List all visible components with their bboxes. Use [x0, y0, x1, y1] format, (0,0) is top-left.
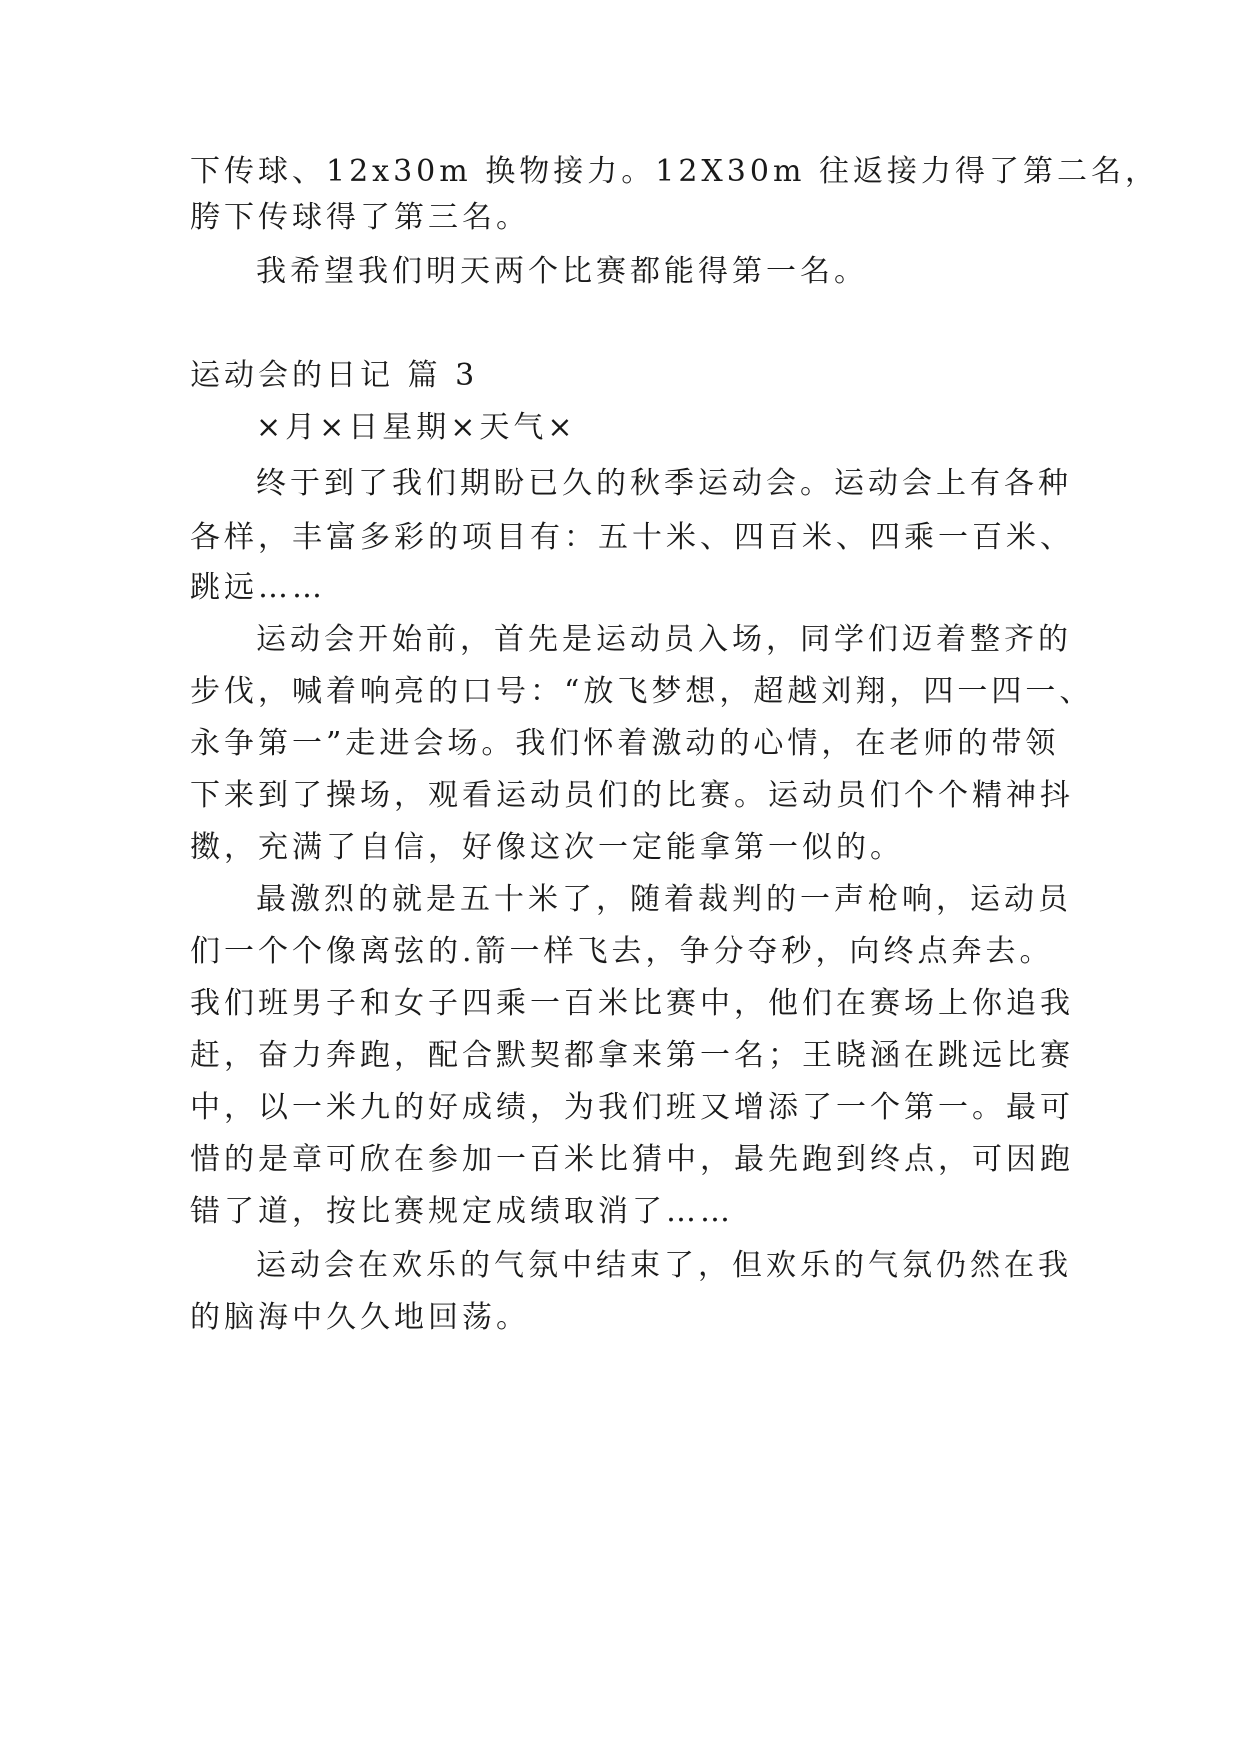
paragraph-first-line: 我希望我们明天两个比赛都能得第一名。 — [256, 254, 868, 289]
section-heading: 运动会的日记 篇 3 — [190, 358, 479, 393]
paragraph-first-line: 终于到了我们期盼已久的秋季运动会。运动会上有各种 — [256, 466, 1072, 501]
body-text-line: 错了道，按比赛规定成绩取消了…… — [190, 1194, 734, 1229]
body-text-line: 跳远…… — [190, 570, 326, 605]
body-text-line: 们一个个像离弦的.箭一样飞去，争分夺秒，向终点奔去。 — [190, 934, 1054, 969]
body-text-line: 永争第一”走进会场。我们怀着激动的心情，在老师的带领 — [190, 726, 1060, 761]
body-text-line: 胯下传球得了第三名。 — [190, 200, 530, 235]
body-text-line: 的脑海中久久地回荡。 — [190, 1300, 530, 1335]
body-text-line: 赶，奋力奔跑，配合默契都拿来第一名；王晓涵在跳远比赛 — [190, 1038, 1074, 1073]
date-weather-line: ×月×日星期×天气× — [256, 410, 577, 445]
paragraph-first-line: 最激烈的就是五十米了，随着裁判的一声枪响，运动员 — [256, 882, 1072, 917]
body-text-line: 惜的是章可欣在参加一百米比猜中，最先跑到终点，可因跑 — [190, 1142, 1074, 1177]
body-text-line: 中，以一米九的好成绩，为我们班又增添了一个第一。最可 — [190, 1090, 1074, 1125]
body-text-line: 步伐，喊着响亮的口号：“放飞梦想，超越刘翔，四一四一、 — [190, 674, 1094, 709]
paragraph-first-line: 运动会在欢乐的气氛中结束了，但欢乐的气氛仍然在我 — [256, 1248, 1072, 1283]
paragraph-first-line: 运动会开始前，首先是运动员入场，同学们迈着整齐的 — [256, 622, 1072, 657]
body-text-line: 各样，丰富多彩的项目有：五十米、四百米、四乘一百米、 — [190, 520, 1074, 555]
body-text-line: 下来到了操场，观看运动员们的比赛。运动员们个个精神抖 — [190, 778, 1074, 813]
body-text-line: 下传球、12x30m 换物接力。12X30m 往返接力得了第二名， — [190, 154, 1159, 189]
body-text-line: 擞，充满了自信，好像这次一定能拿第一似的。 — [190, 830, 904, 865]
body-text-line: 我们班男子和女子四乘一百米比赛中，他们在赛场上你追我 — [190, 986, 1074, 1021]
